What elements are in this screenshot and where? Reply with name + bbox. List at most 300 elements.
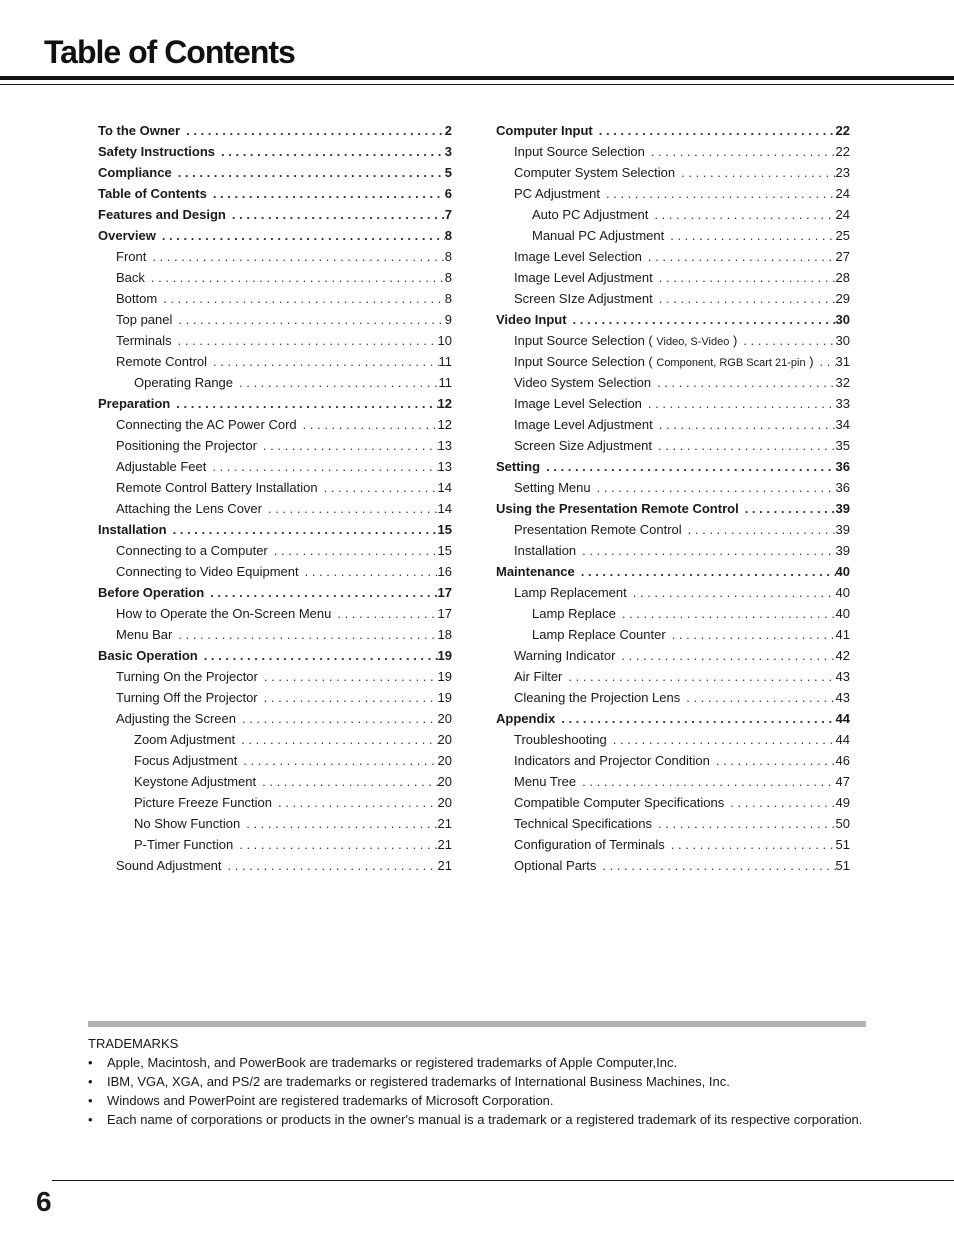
toc-leader-dots <box>659 267 836 288</box>
toc-entry-title <box>514 519 688 540</box>
toc-page-number: 51 <box>835 837 850 852</box>
toc-entry-title-text: Air Filter <box>514 669 563 684</box>
toc-entry-title-text: Turning On the Projector <box>116 669 258 684</box>
toc-page-number: 15 <box>437 522 452 537</box>
toc-leader-dots <box>337 603 437 624</box>
toc-entry-title <box>514 435 658 456</box>
toc-entry[interactable] <box>98 162 452 183</box>
toc-entry[interactable] <box>496 309 850 330</box>
toc-entry-title <box>116 330 178 351</box>
toc-leader-dots <box>151 267 445 288</box>
toc-entry-title <box>116 687 264 708</box>
toc-leader-dots <box>743 330 835 351</box>
toc-entry[interactable] <box>496 771 850 792</box>
toc-entry[interactable] <box>98 267 452 288</box>
toc-entry-title <box>532 204 654 225</box>
toc-page-number: 21 <box>437 858 452 873</box>
toc-entry[interactable] <box>98 204 452 225</box>
toc-entry-title-text: Operating Range <box>134 375 234 390</box>
toc-entry[interactable] <box>496 834 850 855</box>
toc-leader-dots <box>546 456 835 477</box>
toc-page-number: 50 <box>835 816 850 831</box>
toc-entry-title-text: Connecting to Video Equipment <box>116 564 299 579</box>
toc-entry-title <box>116 603 337 624</box>
toc-entry-title <box>116 456 212 477</box>
toc-entry[interactable] <box>496 498 850 519</box>
toc-entry-title <box>116 288 163 309</box>
toc-entry-title <box>514 288 659 309</box>
toc-leader-dots <box>263 435 438 456</box>
toc-leader-dots <box>228 855 438 876</box>
trademark-text: Windows and PowerPoint are registered trademarks of Microsoft Corporation. <box>107 1093 554 1108</box>
toc-entry-title <box>116 414 303 435</box>
toc-entry-title <box>98 204 232 225</box>
toc-entry-title-text: Optional Parts <box>514 858 597 873</box>
toc-entry[interactable] <box>98 456 452 477</box>
toc-entry-title-text: Input Source Selection ( <box>514 333 653 348</box>
toc-entry-title <box>514 330 743 351</box>
toc-leader-dots <box>659 414 836 435</box>
toc-entry[interactable] <box>496 477 850 498</box>
toc-entry[interactable] <box>496 120 850 141</box>
toc-entry-title-text: Adjusting the Screen <box>116 711 236 726</box>
toc-entry-title-text: Bottom <box>116 291 158 306</box>
toc-entry-title-text: Manual PC Adjustment <box>532 228 665 243</box>
toc-entry[interactable] <box>496 204 850 225</box>
toc-page-number: 20 <box>437 732 452 747</box>
toc-entry-title-text: Lamp Replacement <box>514 585 627 600</box>
toc-leader-dots <box>582 540 835 561</box>
toc-entry-title <box>116 351 213 372</box>
toc-entry-title-text: Lamp Replace <box>532 606 616 621</box>
toc-leader-dots <box>573 309 836 330</box>
toc-entry-title <box>514 834 671 855</box>
toc-entry-title-text: Input Source Selection ( <box>514 354 653 369</box>
toc-entry-title <box>116 666 264 687</box>
toc-leader-dots <box>264 666 438 687</box>
toc-page-number: 12 <box>437 396 452 411</box>
trademark-item <box>88 1110 866 1129</box>
toc-entry[interactable] <box>496 813 850 834</box>
toc-page-number: 8 <box>444 291 452 306</box>
toc-leader-dots <box>820 351 836 372</box>
toc-entry-title <box>116 498 268 519</box>
toc-entry-title <box>116 855 228 876</box>
toc-entry-title <box>514 267 659 288</box>
toc-leader-dots <box>213 183 445 204</box>
toc-entry[interactable] <box>98 120 452 141</box>
toc-entry-title-text: Presentation Remote Control <box>514 522 682 537</box>
toc-entry[interactable] <box>496 414 850 435</box>
toc-entry-title <box>514 813 658 834</box>
toc-leader-dots <box>178 162 445 183</box>
toc-entry-title-text: Troubleshooting <box>514 732 607 747</box>
title-rule <box>0 76 954 80</box>
toc-page-number: 49 <box>835 795 850 810</box>
toc-entry-title-text: Maintenance <box>496 564 575 579</box>
title-rule-thin <box>0 84 954 85</box>
trademarks-section <box>88 1034 866 1129</box>
toc-entry-title <box>514 792 730 813</box>
toc-entry[interactable] <box>98 729 452 750</box>
page-title: Table of Contents <box>44 34 295 70</box>
toc-page-number: 7 <box>444 207 452 222</box>
toc-entry-title <box>134 792 278 813</box>
toc-page-number: 13 <box>437 438 452 453</box>
toc-page-number: 39 <box>835 543 850 558</box>
toc-entry-title-text: Front <box>116 249 147 264</box>
toc-entry-title-text: Video System Selection <box>514 375 652 390</box>
toc-entry[interactable] <box>98 813 452 834</box>
toc-entry-title <box>116 435 263 456</box>
toc-entry-title <box>116 624 178 645</box>
toc-entry[interactable] <box>496 141 850 162</box>
toc-entry[interactable] <box>98 624 452 645</box>
toc-entry-title <box>98 162 178 183</box>
toc-entry[interactable] <box>98 372 452 393</box>
toc-entry-title-text: Cleaning the Projection Lens <box>514 690 681 705</box>
toc-entry-title-text: How to Operate the On-Screen Menu <box>116 606 332 621</box>
trademarks-list <box>88 1053 866 1129</box>
toc-entry[interactable] <box>496 603 850 624</box>
toc-leader-dots <box>212 456 437 477</box>
toc-entry-title <box>514 351 820 372</box>
toc-page-number: 12 <box>437 417 452 432</box>
toc-leader-dots <box>303 414 438 435</box>
toc-entry-title-text: Menu Tree <box>514 774 577 789</box>
toc-entry-title-suffix: ) <box>809 354 814 369</box>
toc-entry[interactable] <box>98 393 452 414</box>
bullet-icon: • <box>88 1055 93 1070</box>
toc-entry[interactable] <box>496 519 850 540</box>
toc-page-number: 22 <box>835 123 850 138</box>
toc-entry[interactable] <box>98 435 452 456</box>
toc-entry-title <box>98 225 162 246</box>
toc-page-number: 35 <box>835 438 850 453</box>
toc-page-number: 29 <box>835 291 850 306</box>
toc-leader-dots <box>597 477 836 498</box>
toc-page-number: 11 <box>438 354 452 369</box>
toc-entry-title-suffix: ) <box>732 333 738 348</box>
toc-entry[interactable] <box>496 183 850 204</box>
toc-page-number: 13 <box>437 459 452 474</box>
toc-entry-title <box>134 372 239 393</box>
toc-leader-dots <box>264 687 438 708</box>
toc-entry[interactable] <box>98 498 452 519</box>
toc-entry-title <box>496 120 599 141</box>
toc-entry-title <box>514 666 568 687</box>
toc-entry-title <box>98 141 221 162</box>
toc-page-number: 20 <box>437 711 452 726</box>
trademark-text: Each name of corporations or products in the owner's manual is a trademark or a registered trademark of its respective corporation. <box>107 1112 863 1127</box>
toc-entry-title-text: Connecting to a Computer <box>116 543 268 558</box>
toc-entry-title <box>514 687 686 708</box>
toc-entry[interactable] <box>496 372 850 393</box>
toc-entry[interactable] <box>98 792 452 813</box>
toc-entry-title-text: Auto PC Adjustment <box>532 207 649 222</box>
toc-entry-title-text: Menu Bar <box>116 627 173 642</box>
toc-page-number: 3 <box>444 144 452 159</box>
toc-entry-title-text: Compliance <box>98 165 172 180</box>
toc-page-number: 46 <box>835 753 850 768</box>
bullet-icon: • <box>88 1093 93 1108</box>
toc-leader-dots <box>657 372 835 393</box>
toc-leader-dots <box>606 183 836 204</box>
toc-entry[interactable] <box>496 267 850 288</box>
toc-leader-dots <box>602 855 835 876</box>
toc-entry[interactable] <box>496 246 850 267</box>
toc-entry[interactable] <box>496 645 850 666</box>
toc-entry[interactable] <box>496 435 850 456</box>
toc-entry[interactable] <box>98 687 452 708</box>
toc-entry[interactable] <box>98 855 452 876</box>
toc-entry-title-text: Input Source Selection <box>514 144 645 159</box>
toc-entry[interactable] <box>98 225 452 246</box>
toc-entry-title <box>134 834 239 855</box>
toc-leader-dots <box>670 225 835 246</box>
toc-leader-dots <box>204 645 438 666</box>
toc-leader-dots <box>178 309 444 330</box>
toc-entry-title-text: Setting <box>496 459 541 474</box>
toc-entry-title <box>514 162 681 183</box>
toc-leader-dots <box>178 330 438 351</box>
toc-entry[interactable] <box>98 288 452 309</box>
toc-leader-dots <box>324 477 438 498</box>
toc-entry[interactable] <box>98 183 452 204</box>
toc-entry-title <box>514 372 657 393</box>
toc-entry[interactable] <box>496 624 850 645</box>
toc-entry[interactable] <box>496 456 850 477</box>
toc-entry-title-text: Compatible Computer Specifications <box>514 795 725 810</box>
toc-page-number: 44 <box>835 732 850 747</box>
toc-entry[interactable] <box>496 729 850 750</box>
toc-leader-dots <box>278 792 438 813</box>
toc-page-number: 14 <box>437 501 452 516</box>
toc-entry-title <box>134 729 241 750</box>
toc-page-number: 44 <box>835 711 850 726</box>
toc-entry-title <box>134 750 243 771</box>
toc-entry[interactable] <box>496 582 850 603</box>
toc-leader-dots <box>239 372 438 393</box>
toc-entry-title-text: Features and Design <box>98 207 226 222</box>
toc-leader-dots <box>239 834 437 855</box>
toc-entry-title-text: Image Level Adjustment <box>514 270 653 285</box>
toc-entry-title-text: Safety Instructions <box>98 144 216 159</box>
toc-entry-title-text: Appendix <box>496 711 556 726</box>
toc-leader-dots <box>659 288 836 309</box>
toc-entry[interactable] <box>496 330 850 351</box>
toc-entry-title-text: PC Adjustment <box>514 186 600 201</box>
toc-entry-title-text: Preparation <box>98 396 171 411</box>
toc-entry-title <box>532 225 670 246</box>
toc-leader-dots <box>162 225 445 246</box>
toc-entry-title-text: Technical Specifications <box>514 816 653 831</box>
toc-page-number: 10 <box>437 333 452 348</box>
toc-entry-title <box>98 183 213 204</box>
toc-leader-dots <box>716 750 836 771</box>
toc-entry-title-text: Installation <box>98 522 167 537</box>
toc-leader-dots <box>241 729 437 750</box>
toc-entry-title-text: Configuration of Terminals <box>514 837 665 852</box>
toc-leader-dots <box>305 561 438 582</box>
toc-entry[interactable] <box>496 225 850 246</box>
toc-entry[interactable] <box>98 141 452 162</box>
toc-page-number: 19 <box>437 648 452 663</box>
toc-page-number: 51 <box>835 858 850 873</box>
toc-entry-title <box>514 141 651 162</box>
toc-entry-title <box>98 645 204 666</box>
toc-entry-title <box>116 477 324 498</box>
toc-entry-title <box>514 477 597 498</box>
toc-leader-dots <box>210 582 437 603</box>
toc-leader-dots <box>651 141 836 162</box>
toc-entry[interactable] <box>496 750 850 771</box>
toc-left-column <box>98 120 452 876</box>
toc-entry[interactable] <box>98 645 452 666</box>
toc-leader-dots <box>686 687 835 708</box>
toc-entry[interactable] <box>496 288 850 309</box>
trademark-text: IBM, VGA, XGA, and PS/2 are trademarks or registered trademarks of International Business Machines, Inc. <box>107 1074 730 1089</box>
toc-page-number: 30 <box>835 312 850 327</box>
toc-entry-title-text: Table of Contents <box>98 186 207 201</box>
trademark-text: Apple, Macintosh, and PowerBook are trademarks or registered trademarks of Apple Computer,Inc. <box>107 1055 678 1070</box>
toc-entry[interactable] <box>496 687 850 708</box>
toc-right-column <box>496 120 850 876</box>
toc-entry[interactable] <box>496 792 850 813</box>
toc-leader-dots <box>599 120 836 141</box>
toc-entry-title-text: Video Input <box>496 312 567 327</box>
toc-page-number: 34 <box>835 417 850 432</box>
toc-page-number: 47 <box>835 774 850 789</box>
toc-entry-title-text: Zoom Adjustment <box>134 732 236 747</box>
toc-entry-title <box>116 246 152 267</box>
toc-leader-dots <box>568 666 835 687</box>
toc-entry[interactable] <box>98 708 452 729</box>
toc-entry[interactable] <box>496 393 850 414</box>
toc-page-number: 20 <box>437 795 452 810</box>
toc-page-number: 22 <box>835 144 850 159</box>
toc-leader-dots <box>173 519 438 540</box>
toc-entry-title <box>496 708 561 729</box>
toc-entry-title <box>116 267 151 288</box>
toc-entry-title-text: No Show Function <box>134 816 241 831</box>
toc-entry[interactable] <box>496 855 850 876</box>
toc-entry[interactable] <box>98 246 452 267</box>
toc-page-number: 18 <box>437 627 452 642</box>
toc-entry[interactable] <box>496 561 850 582</box>
toc-entry-title <box>514 246 648 267</box>
toc-entry[interactable] <box>98 351 452 372</box>
toc-entry-title-text: Image Level Selection <box>514 396 642 411</box>
toc-page-number: 32 <box>835 375 850 390</box>
toc-entry-title <box>98 120 186 141</box>
toc-entry[interactable] <box>98 603 452 624</box>
toc-page-number: 28 <box>835 270 850 285</box>
toc-entry-title-text: Overview <box>98 228 156 243</box>
toc-entry-title <box>514 393 648 414</box>
toc-entry[interactable] <box>98 561 452 582</box>
toc-entry[interactable] <box>98 330 452 351</box>
bullet-icon: • <box>88 1074 93 1089</box>
toc-leader-dots <box>213 351 438 372</box>
toc-entry-title <box>116 561 305 582</box>
toc-leader-dots <box>658 813 836 834</box>
toc-page-number: 31 <box>835 354 850 369</box>
toc-entry[interactable] <box>98 540 452 561</box>
toc-entry-title-text: Focus Adjustment <box>134 753 238 768</box>
trademark-item <box>88 1091 866 1110</box>
toc-leader-dots <box>246 813 437 834</box>
toc-entry-title-text: Image Level Selection <box>514 249 642 264</box>
toc-leader-dots <box>582 771 835 792</box>
toc-entry-title <box>514 183 606 204</box>
toc-leader-dots <box>221 141 445 162</box>
toc-entry-title <box>532 624 672 645</box>
trademarks-divider <box>88 1021 866 1027</box>
toc-entry[interactable] <box>496 708 850 729</box>
toc-entry-title-text: Sound Adjustment <box>116 858 222 873</box>
toc-entry[interactable] <box>98 771 452 792</box>
toc-page-number: 9 <box>444 312 452 327</box>
toc-entry-title <box>532 603 622 624</box>
toc-entry-title-detail: Video, S-Video <box>656 336 730 348</box>
toc-page-number: 21 <box>437 816 452 831</box>
toc-entry[interactable] <box>496 351 850 372</box>
toc-entry-title <box>116 540 274 561</box>
toc-entry[interactable] <box>496 162 850 183</box>
toc-leader-dots <box>163 288 445 309</box>
toc-entry-title <box>514 645 621 666</box>
toc-page-number: 40 <box>835 606 850 621</box>
toc-leader-dots <box>730 792 835 813</box>
toc-entry[interactable] <box>496 666 850 687</box>
toc-entry[interactable] <box>98 750 452 771</box>
toc-entry-title <box>514 414 659 435</box>
toc-entry-title-text: Positioning the Projector <box>116 438 257 453</box>
toc-leader-dots <box>262 771 437 792</box>
toc-entry[interactable] <box>98 414 452 435</box>
toc-entry[interactable] <box>98 834 452 855</box>
toc-entry[interactable] <box>98 519 452 540</box>
toc-page-number: 36 <box>835 459 850 474</box>
toc-page-number: 43 <box>835 669 850 684</box>
toc-leader-dots <box>274 540 438 561</box>
toc-page-number: 17 <box>437 606 452 621</box>
toc-page-number: 30 <box>835 333 850 348</box>
toc-entry[interactable] <box>98 309 452 330</box>
toc-entry[interactable] <box>98 477 452 498</box>
toc-page-number: 8 <box>444 228 452 243</box>
toc-leader-dots <box>176 393 437 414</box>
toc-entry[interactable] <box>496 540 850 561</box>
toc-page-number: 14 <box>437 480 452 495</box>
toc-leader-dots <box>232 204 445 225</box>
toc-entry-title-text: Remote Control Battery Installation <box>116 480 318 495</box>
toc-entry-title-text: Image Level Adjustment <box>514 417 653 432</box>
toc-entry-title <box>134 771 262 792</box>
toc-page-number: 43 <box>835 690 850 705</box>
toc-entry[interactable] <box>98 666 452 687</box>
toc-entry-title <box>496 456 546 477</box>
toc-entry-title-text: Top panel <box>116 312 173 327</box>
toc-entry-title-text: Indicators and Projector Condition <box>514 753 710 768</box>
toc-leader-dots <box>243 750 437 771</box>
toc-entry-title-text: To the Owner <box>98 123 181 138</box>
toc-entry[interactable] <box>98 582 452 603</box>
toc-entry-title-text: Adjustable Feet <box>116 459 207 474</box>
toc-entry-title <box>496 498 745 519</box>
bullet-icon: • <box>88 1112 93 1127</box>
